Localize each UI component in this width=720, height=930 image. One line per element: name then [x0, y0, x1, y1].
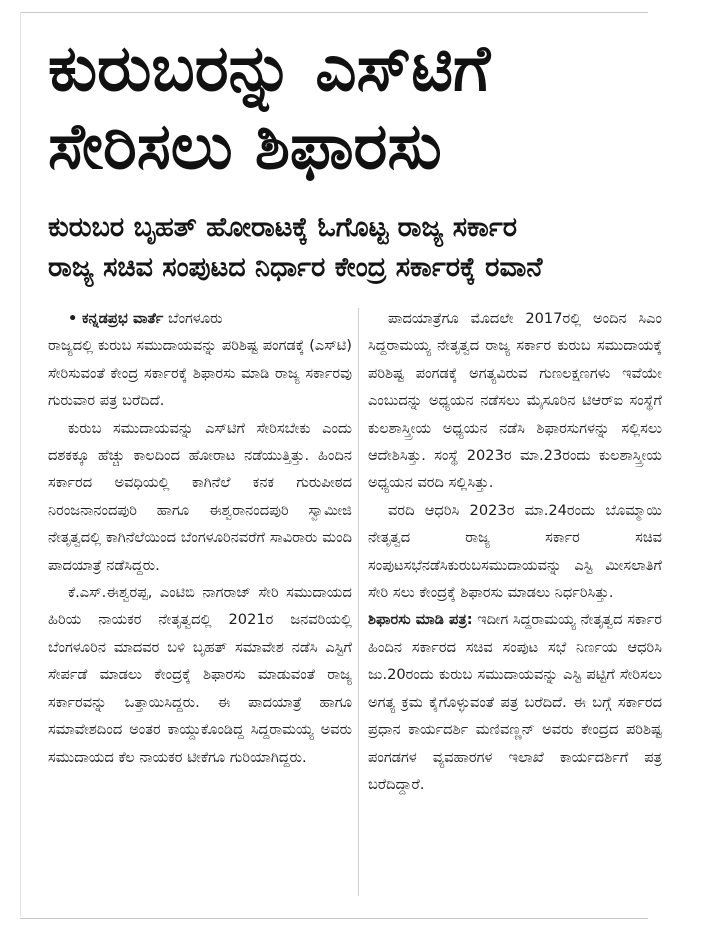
paragraph: ಪಾದಯಾತ್ರೆಗೂ ಮೊದಲೇ 2017ರಲ್ಲಿ ಅಂದಿನ ಸಿಎಂ ಸಿದ್ದರಾಮಯ್ಯ ನೇತೃತ್ವದ ರಾಜ್ಯ ಸರ್ಕಾರ ಕುರುಬ ಸಮುದಾಯಕ್ಕೆ ಪರಿಶಿಷ್ಟ ಪಂಗಡಕ್ಕೆ ಅಗತ್ಯವಿರುವ ಗುಣಲಕ್ಷಣಗಳು ಇವೆಯೇ ಎಂಬುದನ್ನು ಅಧ್ಯಯನ ನಡೆಸಲು ಮೈಸೂರಿನ ಟಿಆರ್‌ಐ ಸಂಸ್ಥೆಗೆ ಕುಲಶಾಸ್ತ್ರೀಯ ಅಧ್ಯಯನ ನಡೆಸಿ ಶಿಫಾರಸುಗಳನ್ನು ಸಲ್ಲಿಸಲು ಆದೇಶಿಸಿತ್ತು. ಸಂಸ್ಥೆ 2023ರ ಮಾ.23ರಂದು ಕುಲಶಾಸ್ತ್ರೀಯ ಅಧ್ಯಯನ ವರದಿ ಸಲ್ಲಿಸಿತ್ತು. [368, 310, 662, 492]
byline-bullet: • [68, 310, 78, 327]
subsection-text: ಇದೀಗ ಸಿದ್ದರಾಮಯ್ಯ ನೇತೃತ್ವದ ಸರ್ಕಾರ ಹಿಂದಿನ ಸರ್ಕಾರದ ಸಚಿವ ಸಂಪುಟ ಸಭೆ ನಿರ್ಣಯ ಆಧರಿಸಿ ಜು.20ರಂದು ಕುರುಬ ಸಮುದಾಯವನ್ನು ಎಸ್ಟಿ ಪಟ್ಟಿಗೆ ಸೇರಿಸಲು ಅಗತ್ಯ ಕ್ರಮ ಕೈಗೊಳ್ಳುವಂತೆ ಪತ್ರ ಬರೆದಿದೆ. ಈ ಬಗ್ಗೆ ಸರ್ಕಾರದ ಪ್ರಧಾನ ಕಾರ್ಯದರ್ಶಿ ಮಣಿವಣ್ಣನ್ ಅವರು ಕೇಂದ್ರದ ಪರಿಶಿಷ್ಟ ಪಂಗಡಗಳ ವ್ಯವಹಾರಗಳ ಇಲಾಖೆ ಕಾರ್ಯದರ್ಶಿಗೆ ಪತ್ರ ಬರೆದಿದ್ದಾರೆ. [368, 611, 662, 793]
paragraph: ಕುರುಬ ಸಮುದಾಯವನ್ನು ಎಸ್‌ಟಿಗೆ ಸೇರಿಸಬೇಕು ಎಂದು ದಶಕಕ್ಕೂ ಹೆಚ್ಚು ಕಾಲದಿಂದ ಹೋರಾಟ ನಡೆಯುತ್ತಿತ್ತು. ಹಿಂದಿನ ಸರ್ಕಾರದ ಅವಧಿಯಲ್ಲಿ ಕಾಗಿನೆಲೆ ಕನಕ ಗುರುಪೀಠದ ನಿರಂಜನಾನಂದಪುರಿ ಹಾಗೂ ಈಶ್ವರಾನಂದಪುರಿ ಸ್ವಾಮೀಜಿ ನೇತೃತ್ವದಲ್ಲಿ ಕಾಗಿನೆಲೆಯಿಂದ ಬೆಂಗಳೂರಿನವರೆಗೆ ಸಾವಿರಾರು ಮಂದಿ ಪಾದಯಾತ್ರೆ ನಡೆಸಿದ್ದರು. [48, 419, 352, 574]
paragraph: ಕೆ.ಎಸ್.ಈಶ್ವರಪ್ಪ, ಎಂಟಿಬಿ ನಾಗರಾಜ್ ಸೇರಿ ಸಮುದಾಯದ ಹಿರಿಯ ನಾಯಕರ ನೇತೃತ್ವದಲ್ಲಿ 2021ರ ಜನವರಿಯಲ್ಲಿ ಬೆಂಗಳೂರಿನ ಮಾದವರ ಬಳಿ ಬೃಹತ್ ಸಮಾವೇಶ ನಡೆಸಿ ಎಸ್ಟಿಗೆ ಸೇರ್ಪಡೆ ಮಾಡಲು ಕೇಂದ್ರಕ್ಕೆ ಶಿಫಾರಸು ಮಾಡುವಂತೆ ರಾಜ್ಯ ಸರ್ಕಾರವನ್ನು ಒತ್ತಾಯಿಸಿದ್ದರು. ಈ ಪಾದಯಾತ್ರೆ ಹಾಗೂ ಸಮಾವೇಶದಿಂದ ಅಂತರ ಕಾಯ್ದುಕೊಂಡಿದ್ದ ಸಿದ್ದರಾಮಯ್ಯ ಅವರು ಸಮುದಾಯದ ಕೆಲ ನಾಯಕರ ಟೀಕೆಗೂ ಗುರಿಯಾಗಿದ್ದರು. [48, 584, 352, 766]
headline [48, 30, 648, 186]
left-rule [20, 12, 21, 917]
subsection-lead: ಶಿಫಾರಸು ಮಾಡಿ ಪತ್ರ: [368, 611, 473, 629]
paragraph: ವರದಿ ಆಧರಿಸಿ 2023ರ ಮಾ.24ರಂದು ಬೊಮ್ಮಾಯಿ ನೇತೃತ್ವದ ರಾಜ್ಯ ಸರ್ಕಾರ ಸಚಿವ ಸಂಪುಟಸಭೆನಡೆಸಿಕುರುಬಸಮುದಾಯವನ್ನು ಎಸ್ಟಿ ಮೀಸಲಾತಿಗೆ ಸೇರಿ ಸಲು ಕೇಂದ್ರಕ್ಕೆ ಶಿಫಾರಸು ಮಾಡಲು ನಿರ್ಧರಿಸಿತ್ತು. [368, 501, 662, 602]
bottom-rule [20, 918, 648, 919]
subheadline-line-1: ಕುರುಬರ ಬೃಹತ್ ಹೋರಾಟಕ್ಕೆ ಓಗೊಟ್ಟ ರಾಜ್ಯ ಸರ್ಕಾರ [48, 212, 518, 243]
article-column-left [48, 305, 352, 771]
paragraph: ರಾಜ್ಯದಲ್ಲಿ ಕುರುಬ ಸಮುದಾಯವನ್ನು ಪರಿಶಿಷ್ಟ ಪಂಗಡಕ್ಕೆ (ಎಸ್‌ಟಿ) ಸೇರಿಸುವಂತೆ ಕೇಂದ್ರ ಸರ್ಕಾರಕ್ಕೆ ಶಿಫಾರಸು ಮಾಡಿ ರಾಜ್ಯ ಸರ್ಕಾರವು ಗುರುವಾರ ಪತ್ರ ಬರೆದಿದೆ. [48, 337, 352, 410]
article-column-right [368, 305, 662, 798]
headline-line-2: ಸೇರಿಸಲು ಶಿಫಾರಸು [48, 110, 442, 184]
subheadline-line-2: ರಾಜ್ಯ ಸಚಿವ ಸಂಪುಟದ ನಿರ್ಧಾರ ಕೇಂದ್ರ ಸರ್ಕಾರಕ್ಕೆ ರವಾನೆ [48, 252, 543, 283]
byline [48, 305, 352, 332]
column-divider [358, 308, 359, 896]
byline-place: ಬೆಂಗಳೂರು [168, 310, 223, 327]
top-rule [20, 12, 648, 13]
byline-paper: ಕನ್ನಡಪ್ರಭ ವಾರ್ತೆ [81, 310, 164, 327]
headline-line-1: ಕುರುಬರನ್ನು ಎಸ್‌ಟಿಗೆ [48, 32, 491, 106]
paragraph-final [368, 606, 662, 798]
subheadline [48, 208, 658, 288]
